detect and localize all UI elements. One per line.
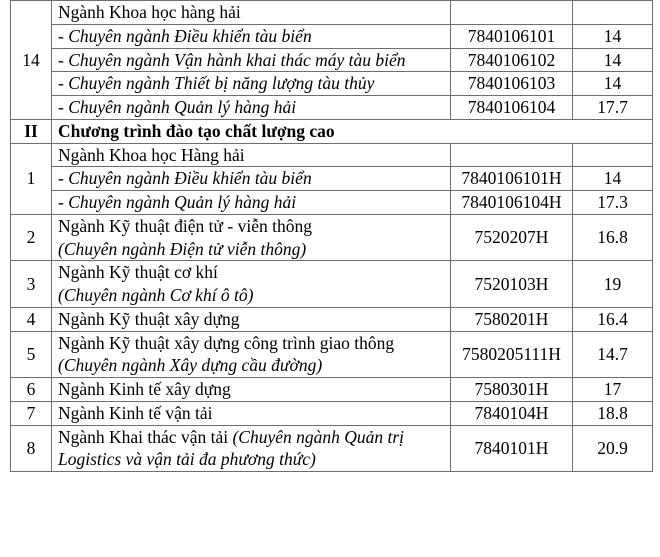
row-score-cell: 14 — [573, 72, 653, 96]
row-code-cell: 7840106101 — [451, 24, 573, 48]
row-code-cell — [451, 1, 573, 25]
row-name-line1: Ngành Kỹ thuật xây dựng công trình giao thông — [58, 332, 395, 353]
row-code-cell — [451, 143, 573, 167]
row-name-cell: Ngành Kinh tế xây dựng — [52, 378, 451, 402]
table-row — [11, 191, 653, 215]
section-index-cell: II — [11, 119, 52, 143]
row-index-cell: 5 — [11, 331, 52, 378]
row-code-cell: 7520207H — [451, 214, 573, 261]
row-score-cell: 19 — [573, 261, 653, 308]
row-score-cell — [573, 143, 653, 167]
row-name-cell: Ngành Khoa học hàng hải — [52, 1, 451, 25]
row-score-cell: 14 — [573, 167, 653, 191]
row-name-cell — [52, 331, 451, 378]
row-name-line2: (Chuyên ngành Xây dựng cầu đường) — [58, 355, 323, 376]
row-code-cell: 7840104H — [451, 401, 573, 425]
row-name-cell: - Chuyên ngành Thiết bị năng lượng tàu thủy — [52, 72, 451, 96]
row-score-cell: 14 — [573, 48, 653, 72]
row-score-cell: 20.9 — [573, 425, 653, 472]
row-code-cell: 7840101H — [451, 425, 573, 472]
row-index-cell: 2 — [11, 214, 52, 261]
table-row — [11, 425, 653, 472]
row-name-cell: Ngành Khoa học Hàng hải — [52, 143, 451, 167]
row-name-cell: - Chuyên ngành Điều khiển tàu biển — [52, 167, 451, 191]
row-code-cell: 7840106101H — [451, 167, 573, 191]
row-score-cell — [573, 1, 653, 25]
row-code-cell: 7520103H — [451, 261, 573, 308]
table-row — [11, 401, 653, 425]
row-score-cell: 18.8 — [573, 401, 653, 425]
table-row — [11, 143, 653, 167]
row-code-cell: 7580201H — [451, 307, 573, 331]
table-row — [11, 378, 653, 402]
row-code-cell: 7840106102 — [451, 48, 573, 72]
row-index-cell: 3 — [11, 261, 52, 308]
row-score-cell: 14 — [573, 24, 653, 48]
row-name-cell: - Chuyên ngành Vận hành khai thác máy tàu biển — [52, 48, 451, 72]
row-name-line1: Ngành Kỹ thuật điện tử - viễn thông — [58, 215, 312, 236]
row-index-cell: 8 — [11, 425, 52, 472]
row-index-cell: 6 — [11, 378, 52, 402]
row-code-cell: 7580205111H — [451, 331, 573, 378]
row-code-cell: 7580301H — [451, 378, 573, 402]
table-row — [11, 261, 653, 308]
table-row — [11, 214, 653, 261]
row-name-cell — [52, 261, 451, 308]
table-row — [11, 307, 653, 331]
row-index-cell: 14 — [11, 1, 52, 120]
table-row — [11, 1, 653, 25]
row-index-cell: 7 — [11, 401, 52, 425]
row-score-cell: 17.7 — [573, 96, 653, 120]
table-row — [11, 72, 653, 96]
row-index-cell: 4 — [11, 307, 52, 331]
row-name-cell — [52, 214, 451, 261]
row-score-cell: 14.7 — [573, 331, 653, 378]
table-row — [11, 96, 653, 120]
row-name-line2: (Chuyên ngành Cơ khí ô tô) — [58, 285, 254, 305]
row-code-cell: 7840106104 — [451, 96, 573, 120]
table-row — [11, 48, 653, 72]
row-score-cell: 16.4 — [573, 307, 653, 331]
row-score-cell: 17 — [573, 378, 653, 402]
row-name-italic: (Chuyên ngành Quản trị Logistics và vận tải đa phương thức) — [58, 426, 405, 470]
table-row — [11, 331, 653, 378]
row-index-cell: 1 — [11, 143, 52, 214]
table-row-section-header — [11, 119, 653, 143]
table-row — [11, 167, 653, 191]
row-name-cell: - Chuyên ngành Quản lý hàng hải — [52, 191, 451, 215]
row-name-cell — [52, 425, 451, 472]
row-code-cell: 7840106103 — [451, 72, 573, 96]
admission-score-table — [10, 0, 653, 472]
row-score-cell: 17.3 — [573, 191, 653, 215]
row-name-line2: (Chuyên ngành Điện tử viễn thông) — [58, 238, 307, 259]
row-name-line1: Ngành Kỹ thuật cơ khí — [58, 262, 218, 283]
row-name-cell: - Chuyên ngành Quản lý hàng hải — [52, 96, 451, 120]
row-name-upright: Ngành Khai thác vận tải — [58, 426, 233, 447]
section-title-cell: Chương trình đào tạo chất lượng cao — [52, 119, 653, 143]
row-score-cell: 16.8 — [573, 214, 653, 261]
row-code-cell: 7840106104H — [451, 191, 573, 215]
row-name-cell: Ngành Kinh tế vận tải — [52, 401, 451, 425]
row-name-cell: Ngành Kỹ thuật xây dựng — [52, 307, 451, 331]
table-row — [11, 24, 653, 48]
row-name-cell: - Chuyên ngành Điều khiển tàu biển — [52, 24, 451, 48]
